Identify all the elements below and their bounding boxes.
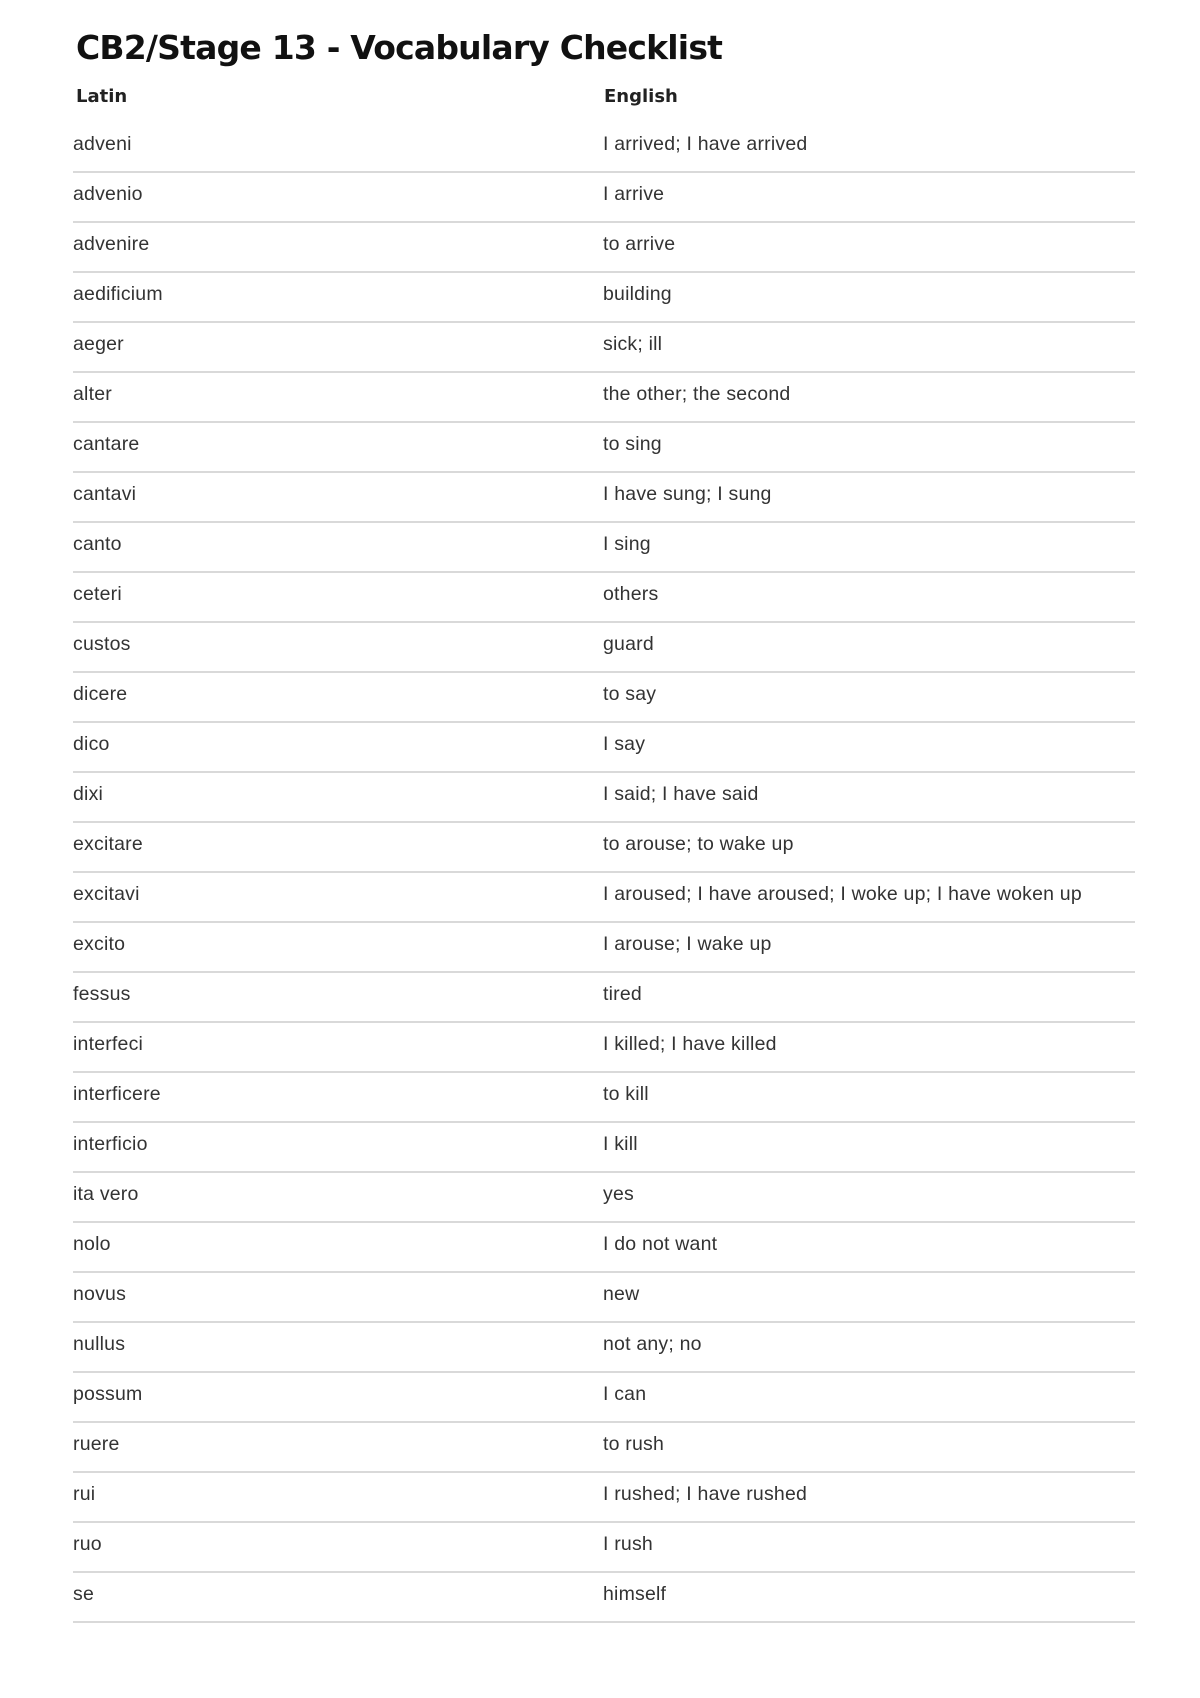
table-row [73,773,1135,823]
table-row [73,1423,1135,1473]
latin-word: dixi [73,783,104,805]
table-row [73,623,1135,673]
english-translation: I said; I have said [603,783,759,805]
table-row [73,1523,1135,1573]
table-row [73,1573,1135,1623]
page-title: CB2/Stage 13 - Vocabulary Checklist [76,28,723,67]
table-row [73,523,1135,573]
english-translation: to rush [603,1433,665,1455]
latin-word: nullus [73,1333,126,1355]
english-translation: building [603,283,672,305]
english-translation: the other; the second [603,383,791,405]
table-row [73,473,1135,523]
latin-word: alter [73,383,112,405]
latin-word: ruo [73,1533,102,1555]
latin-word: adveni [73,133,132,155]
table-row [73,673,1135,723]
table-row [73,1223,1135,1273]
table-row [73,1473,1135,1523]
english-translation: sick; ill [603,333,663,355]
table-row [73,823,1135,873]
table-row [73,373,1135,423]
english-translation: new [603,1283,640,1305]
table-row [73,1073,1135,1123]
latin-word: cantare [73,433,140,455]
latin-word: excito [73,933,126,955]
table-row [73,423,1135,473]
english-translation: I sing [603,533,651,555]
english-translation: I killed; I have killed [603,1033,777,1055]
english-translation: to sing [603,433,662,455]
latin-word: novus [73,1283,127,1305]
latin-word: advenire [73,233,150,255]
table-row [73,273,1135,323]
latin-word: dicere [73,683,128,705]
latin-word: fessus [73,983,131,1005]
english-translation: I can [603,1383,647,1405]
english-translation: I rushed; I have rushed [603,1483,808,1505]
table-row [73,923,1135,973]
english-translation: I aroused; I have aroused; I woke up; I have woken up [603,883,1082,905]
english-translation: to arouse; to wake up [603,833,794,855]
latin-word: interfeci [73,1033,144,1055]
english-translation: others [603,583,659,605]
english-translation: to kill [603,1083,649,1105]
table-row [73,573,1135,623]
table-row [73,323,1135,373]
latin-word: se [73,1583,94,1605]
english-translation: I rush [603,1533,653,1555]
table-row [73,1323,1135,1373]
english-translation: I kill [603,1133,638,1155]
table-row [73,1373,1135,1423]
latin-word: cantavi [73,483,137,505]
english-translation: I arrived; I have arrived [603,133,808,155]
english-translation: I do not want [603,1233,718,1255]
english-translation: tired [603,983,642,1005]
latin-word: ita vero [73,1183,139,1205]
latin-word: rui [73,1483,96,1505]
english-translation: not any; no [603,1333,702,1355]
table-row [73,1173,1135,1223]
table-row [73,1023,1135,1073]
latin-word: aeger [73,333,124,355]
english-translation: yes [603,1183,634,1205]
column-header-latin: Latin [76,86,128,107]
column-header-english: English [604,86,678,107]
english-translation: I say [603,733,646,755]
latin-word: ceteri [73,583,122,605]
table-row [73,973,1135,1023]
english-translation: I have sung; I sung [603,483,772,505]
vocabulary-table [73,123,1135,1623]
table-row [73,873,1135,923]
table-row [73,223,1135,273]
latin-word: custos [73,633,131,655]
english-translation: I arrive [603,183,665,205]
latin-word: ruere [73,1433,120,1455]
latin-word: aedificium [73,283,163,305]
latin-word: possum [73,1383,143,1405]
english-translation: to arrive [603,233,676,255]
latin-word: excitare [73,833,143,855]
table-row [73,123,1135,173]
table-row [73,1123,1135,1173]
latin-word: canto [73,533,122,555]
table-header [76,86,1138,110]
latin-word: advenio [73,183,143,205]
latin-word: nolo [73,1233,111,1255]
english-translation: guard [603,633,654,655]
table-row [73,1273,1135,1323]
latin-word: interficio [73,1133,148,1155]
table-row [73,173,1135,223]
latin-word: dico [73,733,110,755]
english-translation: himself [603,1583,667,1605]
english-translation: I arouse; I wake up [603,933,772,955]
table-row [73,723,1135,773]
latin-word: interficere [73,1083,161,1105]
english-translation: to say [603,683,657,705]
latin-word: excitavi [73,883,140,905]
